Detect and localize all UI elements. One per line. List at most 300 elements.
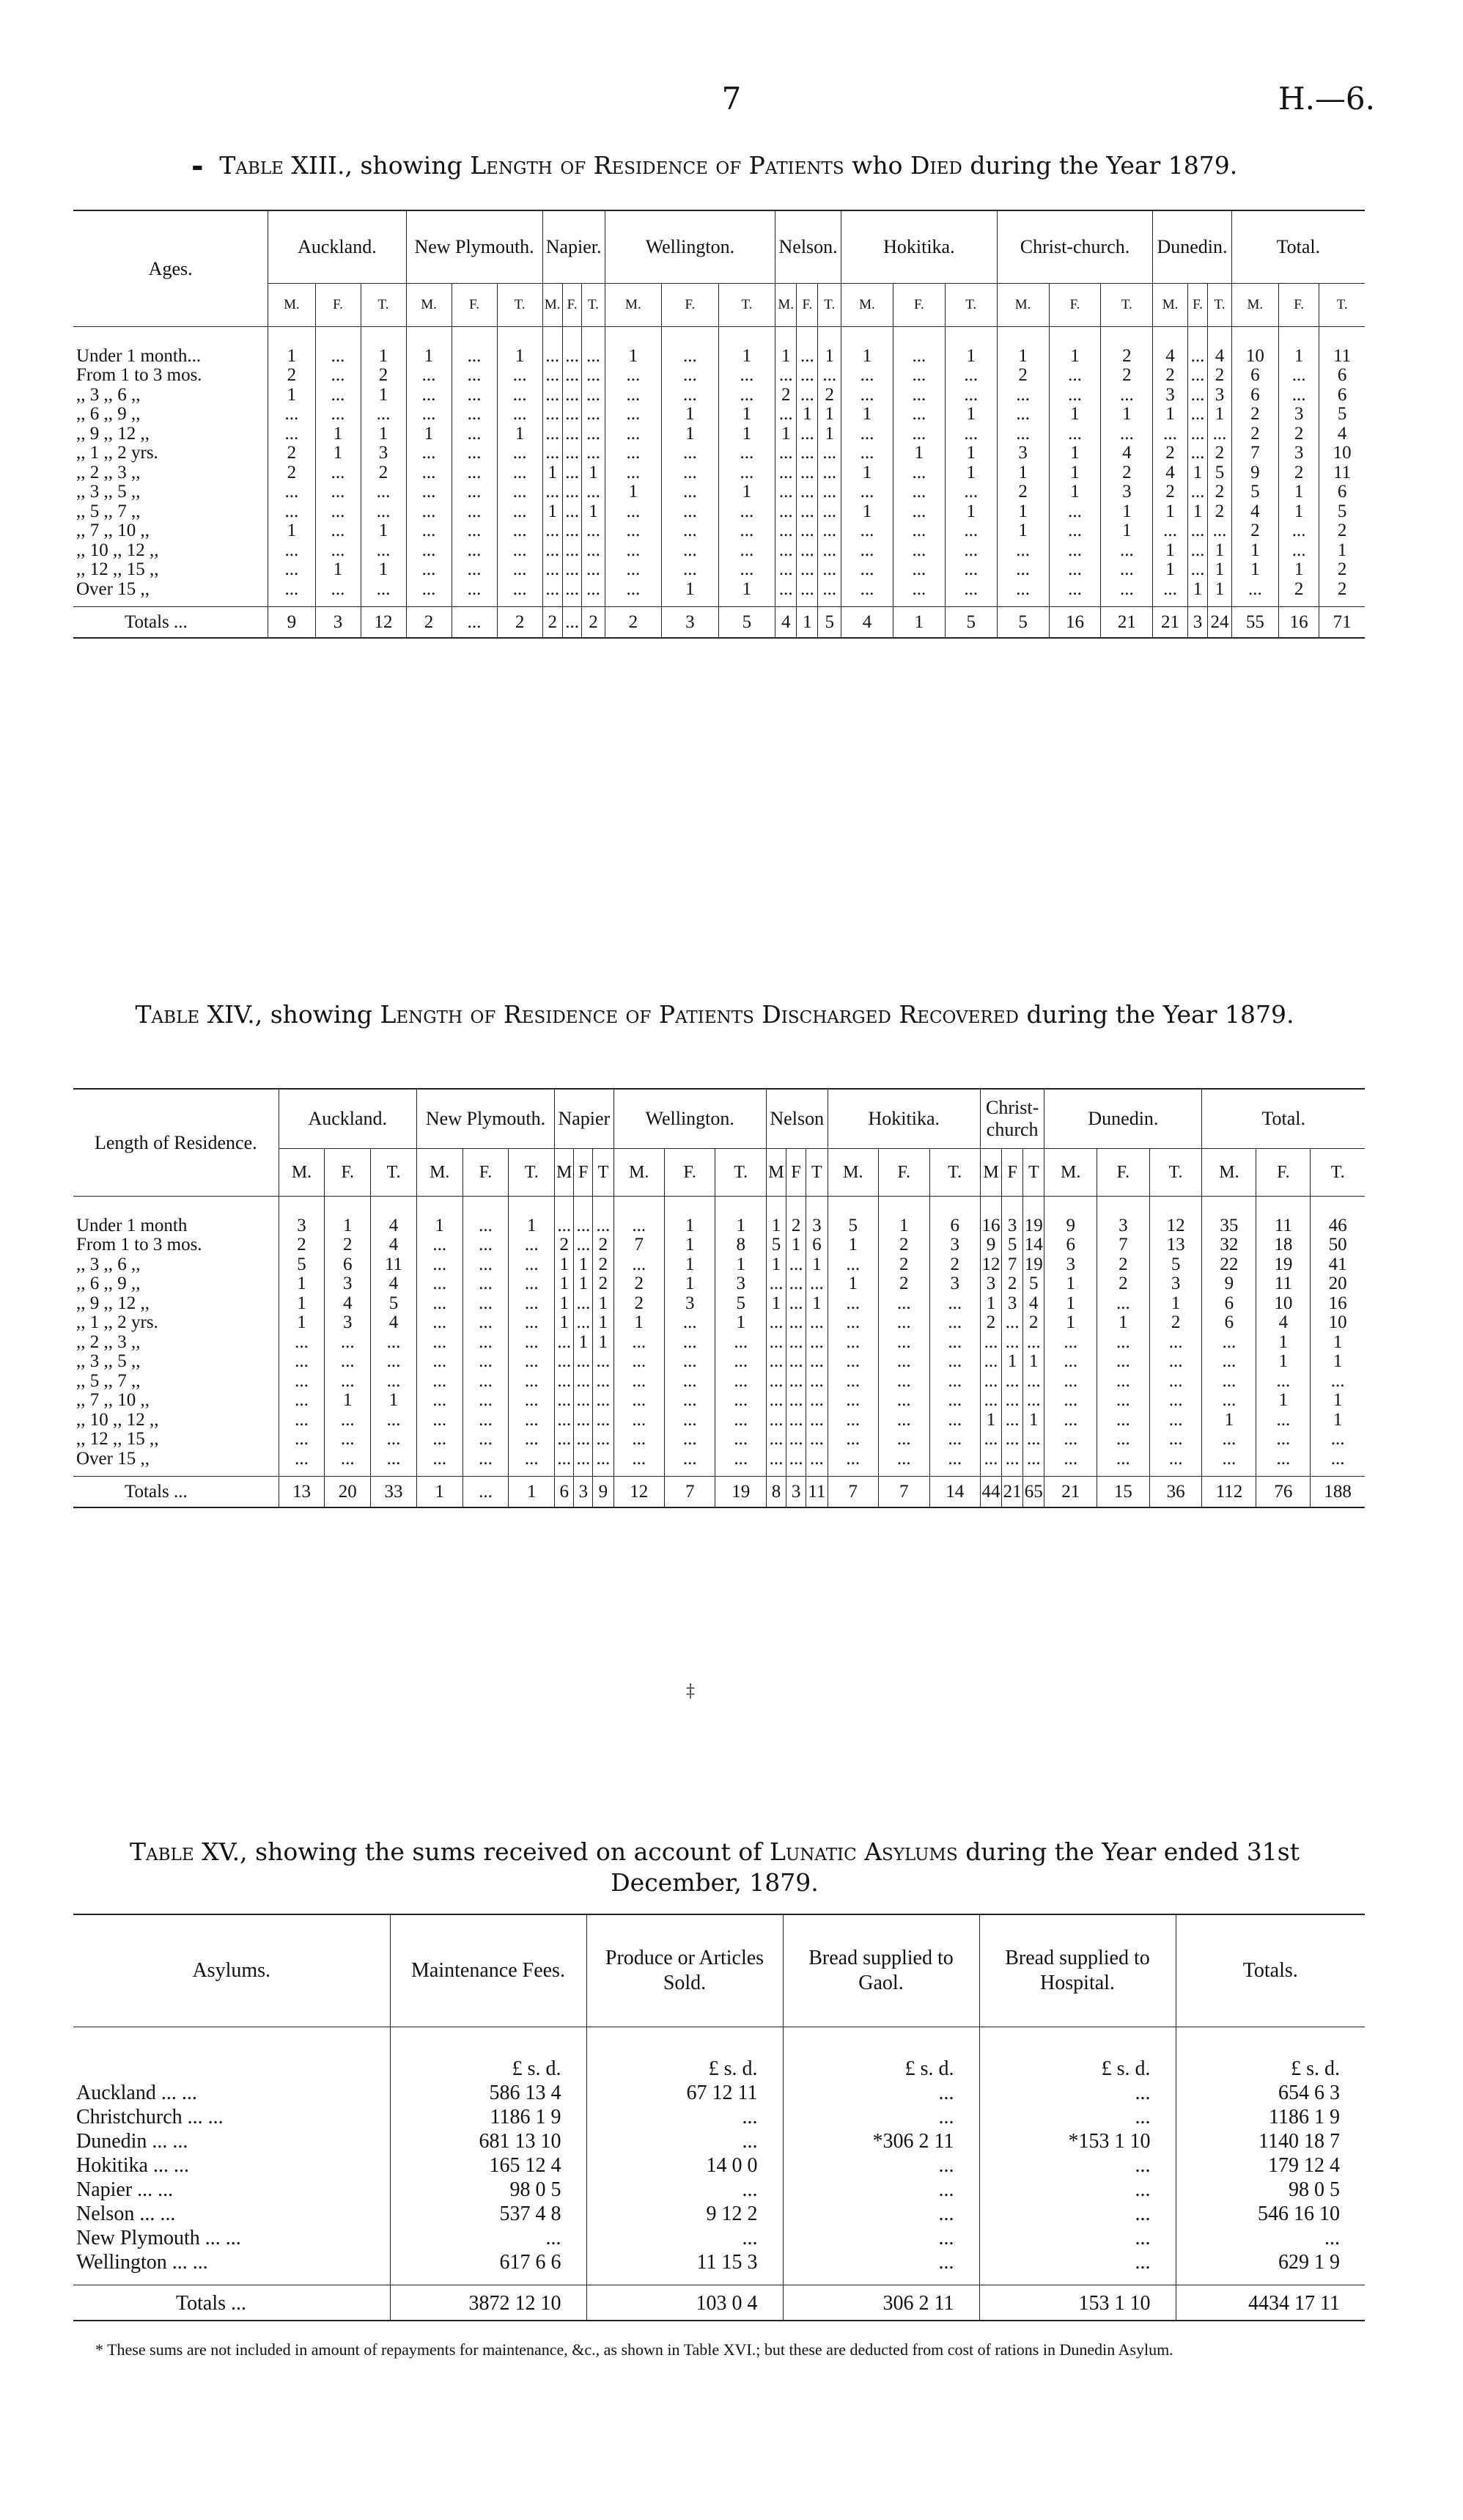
- table-cell: ...: [945, 425, 997, 444]
- table-cell: 1: [1208, 580, 1232, 600]
- table-cell: ...: [786, 1255, 806, 1275]
- table-cell: ...: [371, 1450, 417, 1469]
- table-cell: ...: [613, 1372, 664, 1392]
- money-cell: ...: [783, 2202, 979, 2226]
- table-cell: 1: [1101, 502, 1153, 522]
- total-cell: 16: [1278, 607, 1319, 638]
- total-cell: 4434 17 11: [1176, 2285, 1365, 2321]
- money-cell: ...: [979, 2153, 1176, 2178]
- table-cell: 2: [593, 1255, 613, 1275]
- table-row: [73, 1372, 1365, 1392]
- table-cell: ...: [542, 444, 562, 463]
- sub-header: F.: [463, 1149, 509, 1197]
- table-cell: ...: [715, 1391, 766, 1411]
- table-cell: ...: [893, 347, 945, 367]
- table-cell: ...: [1097, 1294, 1150, 1314]
- money-cell: 67 12 11: [586, 2081, 783, 2105]
- table-cell: ...: [605, 521, 662, 541]
- table-cell: 1: [555, 1294, 574, 1314]
- table-cell: ...: [1049, 541, 1101, 561]
- table-cell: ...: [1278, 541, 1319, 561]
- caption-text: Length of Residence of Patients Discharged Recovered: [380, 1000, 1019, 1029]
- table-cell: ...: [463, 1313, 509, 1333]
- table-row: [73, 502, 1365, 522]
- table-cell: ...: [1002, 1333, 1023, 1353]
- table-cell: ...: [555, 1372, 574, 1392]
- currency-unit: £ s. d.: [390, 2057, 586, 2081]
- table-cell: ...: [582, 366, 605, 386]
- table-cell: ...: [574, 1313, 593, 1333]
- row-label: Over 15 ,,: [73, 1450, 279, 1469]
- table-cell: 3: [1208, 386, 1232, 405]
- table-cell: ...: [786, 1372, 806, 1392]
- table-cell: ...: [574, 1430, 593, 1450]
- table-cell: ...: [406, 502, 452, 522]
- table-cell: ...: [818, 541, 841, 561]
- table-cell: ...: [893, 425, 945, 444]
- table-cell: ...: [593, 1391, 613, 1411]
- table-cell: ...: [879, 1391, 929, 1411]
- total-cell: ...: [463, 1477, 509, 1507]
- table-cell: 4: [1337, 423, 1347, 444]
- money-cell: *306 2 11: [783, 2129, 979, 2153]
- table-row: [73, 1391, 1365, 1411]
- table-cell: 18: [1256, 1235, 1311, 1255]
- table-cell: ...: [452, 405, 497, 425]
- table-cell: ...: [775, 580, 797, 600]
- table-cell: ...: [497, 405, 542, 425]
- table-cell: ...: [806, 1333, 828, 1353]
- table-cell: 1: [945, 347, 997, 367]
- table-cell: ...: [509, 1352, 555, 1372]
- table-cell: ...: [582, 405, 605, 425]
- table-cell: ...: [1049, 425, 1101, 444]
- sub-header: F.: [879, 1149, 929, 1197]
- table-cell: ...: [279, 1411, 325, 1430]
- sub-header: F: [574, 1149, 593, 1197]
- table-xiii: [73, 210, 1365, 639]
- table-cell: 2: [1231, 425, 1278, 444]
- table-cell: ...: [718, 560, 775, 580]
- table-cell: ...: [1101, 580, 1153, 600]
- table-cell: ...: [1097, 1391, 1150, 1411]
- table-cell: ...: [279, 1430, 325, 1450]
- table-cell: ...: [555, 1333, 574, 1353]
- money-cell: 98 0 5: [1289, 2178, 1340, 2201]
- sub-header: M: [766, 1149, 786, 1197]
- total-cell: 2: [406, 607, 452, 638]
- table-cell: ...: [715, 1372, 766, 1392]
- table-cell: ...: [1187, 386, 1207, 405]
- table-cell: ...: [1049, 366, 1101, 386]
- stray-mark: ‡: [686, 1680, 695, 1701]
- table-cell: 1: [718, 405, 775, 425]
- table-cell: 2: [1231, 521, 1278, 541]
- table-cell: ...: [1153, 521, 1187, 541]
- table-cell: 1: [1049, 482, 1101, 502]
- table-cell: ...: [509, 1430, 555, 1450]
- table-cell: 2: [1097, 1274, 1150, 1294]
- table-cell: ...: [416, 1274, 463, 1294]
- table-cell: ...: [542, 541, 562, 561]
- total-cell: 6: [555, 1477, 574, 1507]
- table-cell: ...: [361, 482, 406, 502]
- table-cell: ...: [662, 347, 719, 367]
- money-cell: 98 0 5: [390, 2178, 586, 2202]
- sub-header: T.: [371, 1149, 417, 1197]
- total-cell: 9: [593, 1477, 613, 1507]
- table-cell: ...: [893, 482, 945, 502]
- table-cell: ...: [325, 1352, 371, 1372]
- totals-row: [73, 607, 1365, 638]
- table-cell: ...: [371, 1411, 417, 1430]
- group-header: Nelson.: [775, 210, 841, 284]
- table-cell: 46: [1328, 1215, 1347, 1235]
- table-cell: 1: [1044, 1313, 1097, 1333]
- table-cell: ...: [542, 560, 562, 580]
- table-cell: ...: [613, 1255, 664, 1275]
- table-cell: 2: [1101, 463, 1153, 483]
- table-cell: 2: [1337, 521, 1347, 540]
- table-cell: 1: [315, 560, 361, 580]
- table-cell: 1: [718, 482, 775, 502]
- table-cell: 4: [1231, 502, 1278, 522]
- sub-header: M.: [406, 284, 452, 327]
- table-row: [73, 2153, 1365, 2178]
- table-cell: ...: [605, 444, 662, 463]
- table-cell: ...: [797, 463, 818, 483]
- total-cell: 2: [582, 607, 605, 638]
- table-cell: ...: [945, 541, 997, 561]
- table-row: [73, 482, 1365, 502]
- table-xiii-caption: [73, 150, 1356, 183]
- table-cell: ...: [879, 1430, 929, 1450]
- table-cell: ...: [613, 1352, 664, 1372]
- table-cell: ...: [371, 1352, 417, 1372]
- money-cell: 586 13 4: [390, 2081, 586, 2105]
- table-cell: ...: [893, 541, 945, 561]
- table-cell: ...: [797, 580, 818, 600]
- group-header: New Plymouth.: [406, 210, 542, 284]
- total-cell: 3: [574, 1477, 593, 1507]
- table-cell: ...: [315, 463, 361, 483]
- table-cell: ...: [497, 386, 542, 405]
- sub-header: T.: [1311, 1149, 1365, 1197]
- sub-header: T.: [818, 284, 841, 327]
- table-cell: 11: [1333, 462, 1352, 482]
- table-cell: ...: [797, 444, 818, 463]
- row-label: ,, 9 ,, 12 ,,: [73, 425, 268, 444]
- table-cell: 1: [775, 347, 797, 367]
- table-row: [73, 580, 1365, 600]
- sub-header: T.: [718, 284, 775, 327]
- total-cell: 3: [786, 1477, 806, 1507]
- table-cell: ...: [1049, 386, 1101, 405]
- table-cell: ...: [315, 521, 361, 541]
- table-cell: ...: [562, 425, 581, 444]
- table-cell: ...: [1023, 1372, 1044, 1392]
- table-cell: 1: [582, 502, 605, 522]
- table-cell: ...: [509, 1255, 555, 1275]
- table-cell: 1: [1153, 502, 1187, 522]
- row-label: ,, 10 ,, 12 ,,: [73, 1411, 279, 1430]
- table-cell: 4: [325, 1294, 371, 1314]
- sub-header: F.: [1278, 284, 1319, 327]
- table-cell: ...: [664, 1430, 715, 1450]
- table-cell: 1: [1023, 1411, 1044, 1430]
- total-cell: 11: [806, 1477, 828, 1507]
- sub-header: M.: [828, 1149, 878, 1197]
- table-cell: ...: [797, 425, 818, 444]
- table-cell: 2: [1153, 444, 1187, 463]
- asylum-name: Christchurch ... ...: [73, 2105, 390, 2129]
- table-row: [73, 2250, 1365, 2274]
- table-cell: ...: [416, 1372, 463, 1392]
- table-cell: 1: [542, 502, 562, 522]
- table-cell: ...: [893, 560, 945, 580]
- table-cell: ...: [613, 1411, 664, 1430]
- table-cell: ...: [562, 521, 581, 541]
- table-cell: ...: [1202, 1430, 1256, 1450]
- table-cell: 19: [1256, 1255, 1311, 1275]
- sub-header: T.: [1149, 1149, 1202, 1197]
- table-cell: ...: [562, 386, 581, 405]
- table-cell: ...: [1187, 521, 1207, 541]
- table-cell: ...: [1002, 1372, 1023, 1392]
- table-cell: ...: [1330, 1370, 1345, 1391]
- table-cell: ...: [662, 366, 719, 386]
- column-header: Asylums.: [73, 1914, 390, 2027]
- table-cell: 4: [371, 1216, 417, 1236]
- sub-header: F.: [315, 284, 361, 327]
- table-cell: ...: [574, 1411, 593, 1430]
- table-cell: 1: [818, 347, 841, 367]
- table-cell: ...: [775, 521, 797, 541]
- table-cell: ...: [662, 560, 719, 580]
- table-cell: ...: [1330, 1448, 1345, 1469]
- table-cell: ...: [929, 1430, 980, 1450]
- money-cell: 546 16 10: [1258, 2203, 1340, 2225]
- total-cell: 65: [1023, 1477, 1044, 1507]
- total-cell: 3872 12 10: [390, 2285, 586, 2321]
- table-cell: 2: [818, 386, 841, 405]
- total-cell: 14: [929, 1477, 980, 1507]
- table-cell: ...: [1187, 560, 1207, 580]
- table-cell: ...: [786, 1333, 806, 1353]
- table-cell: 5: [1337, 404, 1347, 424]
- table-cell: ...: [841, 444, 893, 463]
- table-cell: 4: [1256, 1313, 1311, 1333]
- table-cell: ...: [452, 366, 497, 386]
- sub-header: M.: [1231, 284, 1278, 327]
- table-cell: ...: [1023, 1333, 1044, 1353]
- totals-label: Totals ...: [73, 2285, 390, 2321]
- table-cell: 3: [1002, 1294, 1023, 1314]
- table-cell: 16: [1328, 1293, 1347, 1313]
- total-cell: 5: [818, 607, 841, 638]
- table-cell: ...: [1208, 521, 1232, 541]
- sub-header: M.: [1044, 1149, 1097, 1197]
- table-cell: 2: [1208, 482, 1232, 502]
- table-cell: 6: [1044, 1235, 1097, 1255]
- table-cell: 2: [361, 463, 406, 483]
- caption-text: during the Year 1879.: [970, 151, 1238, 180]
- table-cell: ...: [1044, 1333, 1097, 1353]
- table-cell: ...: [582, 347, 605, 367]
- table-row: [73, 1352, 1365, 1372]
- table-cell: 1: [818, 425, 841, 444]
- group-header: Dunedin.: [1044, 1089, 1202, 1149]
- table-cell: ...: [828, 1294, 878, 1314]
- row-label: ,, 5 ,, 7 ,,: [73, 1372, 279, 1392]
- table-cell: ...: [463, 1255, 509, 1275]
- table-cell: 2: [1023, 1313, 1044, 1333]
- row-label: ,, 3 ,, 5 ,,: [73, 482, 268, 502]
- table-cell: ...: [497, 541, 542, 561]
- table-cell: ...: [766, 1313, 786, 1333]
- table-cell: ...: [315, 405, 361, 425]
- table-cell: 10: [1328, 1312, 1347, 1332]
- table-row: [73, 1333, 1365, 1353]
- table-cell: ...: [315, 541, 361, 561]
- currency-unit: £ s. d.: [783, 2057, 979, 2081]
- caption-text: Length of Residence of Patients: [470, 151, 844, 180]
- table-cell: 2: [1101, 347, 1153, 367]
- table-cell: 1: [980, 1294, 1001, 1314]
- sub-header: M.: [1153, 284, 1187, 327]
- table-cell: ...: [315, 502, 361, 522]
- table-cell: 3: [1044, 1255, 1097, 1275]
- table-cell: ...: [715, 1333, 766, 1353]
- table-cell: 1: [879, 1216, 929, 1236]
- table-cell: 1: [797, 405, 818, 425]
- total-cell: 36: [1149, 1477, 1202, 1507]
- total-cell: ...: [562, 607, 581, 638]
- table-cell: 3: [1278, 444, 1319, 463]
- caption-text: during the Year 1879.: [1026, 1000, 1294, 1029]
- table-cell: ...: [662, 444, 719, 463]
- table-cell: 10: [1231, 347, 1278, 367]
- table-cell: 19: [1023, 1216, 1044, 1236]
- row-label: ,, 3 ,, 6 ,,: [73, 386, 268, 405]
- money-cell: ...: [979, 2105, 1176, 2129]
- table-cell: 9: [980, 1235, 1001, 1255]
- sub-header: F.: [1049, 284, 1101, 327]
- table-xv-label: Table XV.,: [130, 1837, 248, 1866]
- table-cell: 3: [1153, 386, 1187, 405]
- table-cell: ...: [1278, 366, 1319, 386]
- table-cell: 2: [613, 1294, 664, 1314]
- table-cell: 41: [1328, 1254, 1347, 1274]
- table-cell: ...: [361, 541, 406, 561]
- table-cell: ...: [452, 347, 497, 367]
- table-cell: 1: [406, 425, 452, 444]
- table-cell: ...: [797, 347, 818, 367]
- table-cell: ...: [613, 1391, 664, 1411]
- money-cell: ...: [979, 2202, 1176, 2226]
- table-cell: 1: [828, 1274, 878, 1294]
- table-cell: ...: [574, 1372, 593, 1392]
- money-cell: ...: [979, 2250, 1176, 2274]
- table-cell: 12: [980, 1255, 1001, 1275]
- table-cell: 1: [841, 463, 893, 483]
- table-cell: 1: [715, 1255, 766, 1275]
- table-cell: ...: [797, 386, 818, 405]
- sub-header: T.: [715, 1149, 766, 1197]
- table-cell: ...: [279, 1352, 325, 1372]
- table-cell: ...: [509, 1274, 555, 1294]
- table-cell: ...: [582, 521, 605, 541]
- table-cell: ...: [786, 1274, 806, 1294]
- money-cell: ...: [783, 2081, 979, 2105]
- table-cell: 2: [775, 386, 797, 405]
- group-header: Hokitika.: [841, 210, 998, 284]
- table-cell: ...: [806, 1274, 828, 1294]
- table-cell: 2: [1278, 425, 1319, 444]
- totals-row: [73, 1477, 1365, 1507]
- table-cell: ...: [582, 580, 605, 600]
- table-cell: 9: [1231, 463, 1278, 483]
- table-cell: 2: [1208, 502, 1232, 522]
- table-cell: ...: [463, 1450, 509, 1469]
- table-cell: 1: [1333, 1409, 1343, 1430]
- table-cell: 11: [371, 1255, 417, 1275]
- table-cell: 1: [605, 347, 662, 367]
- table-cell: ...: [797, 521, 818, 541]
- table-cell: ...: [1256, 1372, 1311, 1392]
- table-cell: ...: [406, 463, 452, 483]
- table-cell: 1: [662, 580, 719, 600]
- table-cell: 2: [593, 1235, 613, 1255]
- total-cell: 4: [775, 607, 797, 638]
- table-cell: ...: [463, 1391, 509, 1411]
- table-cell: 1: [1187, 463, 1207, 483]
- table-xiv-caption: [73, 999, 1356, 1030]
- table-cell: ...: [980, 1333, 1001, 1353]
- table-cell: 7: [613, 1235, 664, 1255]
- money-cell: ...: [586, 2105, 783, 2129]
- table-cell: ...: [775, 502, 797, 522]
- totals-label: Totals ...: [73, 607, 268, 638]
- total-cell: 1: [893, 607, 945, 638]
- table-cell: ...: [268, 405, 315, 425]
- table-cell: ...: [555, 1391, 574, 1411]
- table-cell: ...: [806, 1313, 828, 1333]
- table-row: [73, 2202, 1365, 2226]
- table-cell: ...: [766, 1274, 786, 1294]
- table-cell: ...: [841, 366, 893, 386]
- table-cell: ...: [1187, 347, 1207, 367]
- table-cell: 1: [1231, 560, 1278, 580]
- table-cell: 2: [786, 1216, 806, 1236]
- group-header: Christ-church.: [997, 210, 1153, 284]
- table-cell: ...: [786, 1450, 806, 1469]
- table-cell: ...: [806, 1372, 828, 1392]
- table-cell: ...: [1023, 1430, 1044, 1450]
- table-cell: 1: [1187, 502, 1207, 522]
- table-cell: ...: [315, 347, 361, 367]
- total-cell: 188: [1311, 1477, 1365, 1507]
- table-cell: ...: [463, 1216, 509, 1236]
- table-cell: ...: [1153, 580, 1187, 600]
- sub-header: M.: [1202, 1149, 1256, 1197]
- table-cell: ...: [766, 1450, 786, 1469]
- table-cell: 1: [664, 1235, 715, 1255]
- total-cell: 20: [325, 1477, 371, 1507]
- table-cell: ...: [406, 482, 452, 502]
- total-cell: 15: [1097, 1477, 1150, 1507]
- sub-header: T.: [582, 284, 605, 327]
